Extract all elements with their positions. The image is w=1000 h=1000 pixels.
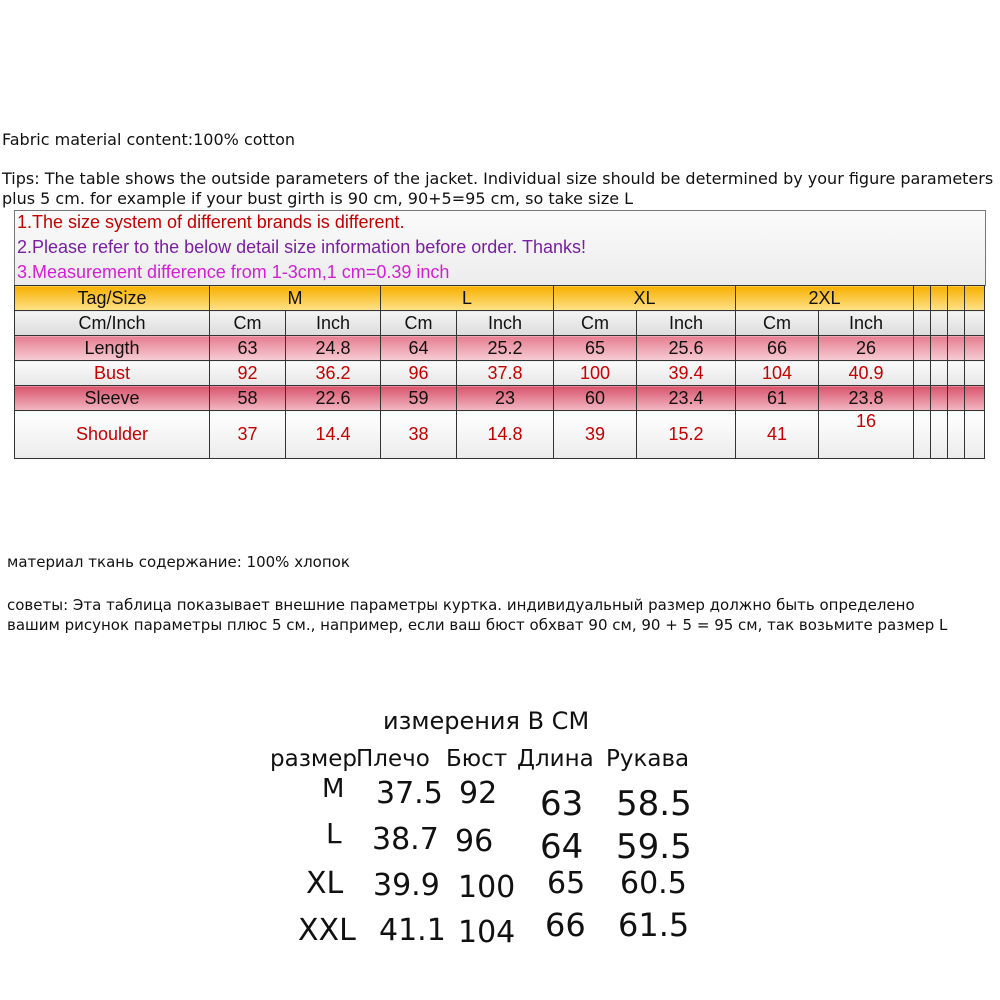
row-sleeve [15,386,985,411]
empty-cell [931,411,948,459]
ru-cell: 96 [455,824,494,859]
table-cell: 38 [381,411,457,459]
ru-header-sleeve: Рукава [606,746,690,772]
empty-cell [914,386,931,411]
ru-header-size: размер [270,746,358,772]
unit-label: Cm/Inch [15,311,210,336]
empty-cell [948,411,965,459]
size-header-2xl: 2XL [736,286,914,311]
ru-header-shoulder: Плечо [356,746,430,772]
table-cell: 37 [210,411,286,459]
unit-inch: Inch [457,311,554,336]
empty-cell [931,311,948,336]
table-cell: 23.4 [637,386,736,411]
tips-ru-line: советы: Эта таблица показывает внешние параметры куртка. индивидуальный размер должно быть определено [7,596,915,614]
tips-ru-line: вашим рисунок параметры плюс 5 см., например, если ваш бюст обхват 90 см, 90 + 5 = 95 см, так возьмите размер L [7,616,948,634]
table-cell: 16 [819,411,914,459]
empty-cell [931,336,948,361]
table-cell: 36.2 [286,361,381,386]
row-length [15,336,985,361]
empty-cell [914,311,931,336]
table-cell: 61 [736,386,819,411]
size-table [14,285,985,459]
empty-cell [914,411,931,459]
row-label: Shoulder [15,411,210,459]
empty-cell [948,311,965,336]
table-cell: 24.8 [286,336,381,361]
empty-cell [965,286,985,311]
ru-cell: 61.5 [618,906,690,944]
ru-header-bust: Бюст [446,746,508,772]
ru-cell: 104 [458,915,516,950]
table-cell: 66 [736,336,819,361]
table-cell: 39 [554,411,637,459]
unit-cm: Cm [381,311,457,336]
empty-cell [948,336,965,361]
note-refer-detail: 2.Please refer to the below detail size information before order. Thanks! [17,237,586,257]
ru-size-xl: XL [306,866,344,901]
ru-cell: 58.5 [616,784,692,824]
empty-cell [965,361,985,386]
unit-inch: Inch [286,311,381,336]
ru-cell: 64 [540,827,584,867]
table-cell: 92 [210,361,286,386]
ru-size-xxl: XXL [298,913,356,948]
ru-cell: 38.7 [372,822,439,857]
unit-inch: Inch [637,311,736,336]
table-cell: 59 [381,386,457,411]
empty-cell [948,286,965,311]
table-cell: 23 [457,386,554,411]
size-header-l: L [381,286,554,311]
unit-row [15,311,985,336]
ru-cell: 63 [540,784,584,824]
table-cell: 63 [210,336,286,361]
row-shoulder [15,411,985,459]
ru-table-title: измерения В СМ [383,707,590,735]
tips-en: Tips: The table shows the outside parameters of the jacket. Individual size should be determined by your figure parameters plus 5 cm. for example if your bust girth is 90 cm, 90+5=95 cm, so take size L [2,169,994,208]
empty-cell [931,286,948,311]
note-brand-sizes: 1.The size system of different brands is different. [17,212,405,232]
empty-cell [965,411,985,459]
row-bust [15,361,985,386]
note-measurement-diff: 3.Measurement difference from 1-3cm,1 cm=0.39 inch [17,262,450,282]
empty-cell [914,286,931,311]
empty-cell [948,361,965,386]
ru-cell: 65 [547,866,586,901]
ru-cell: 92 [459,776,498,811]
fabric-content-en: Fabric material content:100% cotton [2,130,296,149]
row-label: Length [15,336,210,361]
table-cell: 58 [210,386,286,411]
table-cell: 23.8 [819,386,914,411]
ru-cell: 66 [545,906,586,944]
tips-ru [7,595,947,635]
empty-cell [965,386,985,411]
notice-box [14,210,986,286]
empty-cell [965,311,985,336]
unit-cm: Cm [736,311,819,336]
table-header-row [15,286,985,311]
empty-cell [965,336,985,361]
table-cell: 25.6 [637,336,736,361]
table-cell: 14.8 [457,411,554,459]
table-cell: 104 [736,361,819,386]
ru-cell: 41.1 [379,913,446,948]
ru-cell: 37.5 [376,776,443,811]
empty-cell [931,386,948,411]
table-cell: 39.4 [637,361,736,386]
table-cell: 96 [381,361,457,386]
row-label: Bust [15,361,210,386]
ru-cell: 39.9 [373,868,440,903]
ru-header-length: Длина [517,746,594,772]
ru-size-m: M [322,774,345,804]
corner-cell: Tag/Size [15,286,210,311]
row-label: Sleeve [15,386,210,411]
table-cell: 65 [554,336,637,361]
empty-cell [914,336,931,361]
empty-cell [914,361,931,386]
size-header-m: M [210,286,381,311]
fabric-content-ru: материал ткань содержание: 100% хлопок [7,553,350,571]
table-cell: 37.8 [457,361,554,386]
empty-cell [948,386,965,411]
table-cell: 22.6 [286,386,381,411]
ru-size-l: L [326,817,342,850]
unit-cm: Cm [210,311,286,336]
table-cell: 25.2 [457,336,554,361]
empty-cell [931,361,948,386]
ru-cell: 60.5 [620,866,687,901]
table-cell: 60 [554,386,637,411]
ru-cell: 59.5 [616,827,692,867]
table-cell: 26 [819,336,914,361]
table-cell: 14.4 [286,411,381,459]
table-cell: 64 [381,336,457,361]
table-cell: 40.9 [819,361,914,386]
unit-inch: Inch [819,311,914,336]
ru-cell: 100 [458,870,516,905]
table-cell: 15.2 [637,411,736,459]
table-cell: 100 [554,361,637,386]
size-header-xl: XL [554,286,736,311]
unit-cm: Cm [554,311,637,336]
table-cell: 41 [736,411,819,459]
